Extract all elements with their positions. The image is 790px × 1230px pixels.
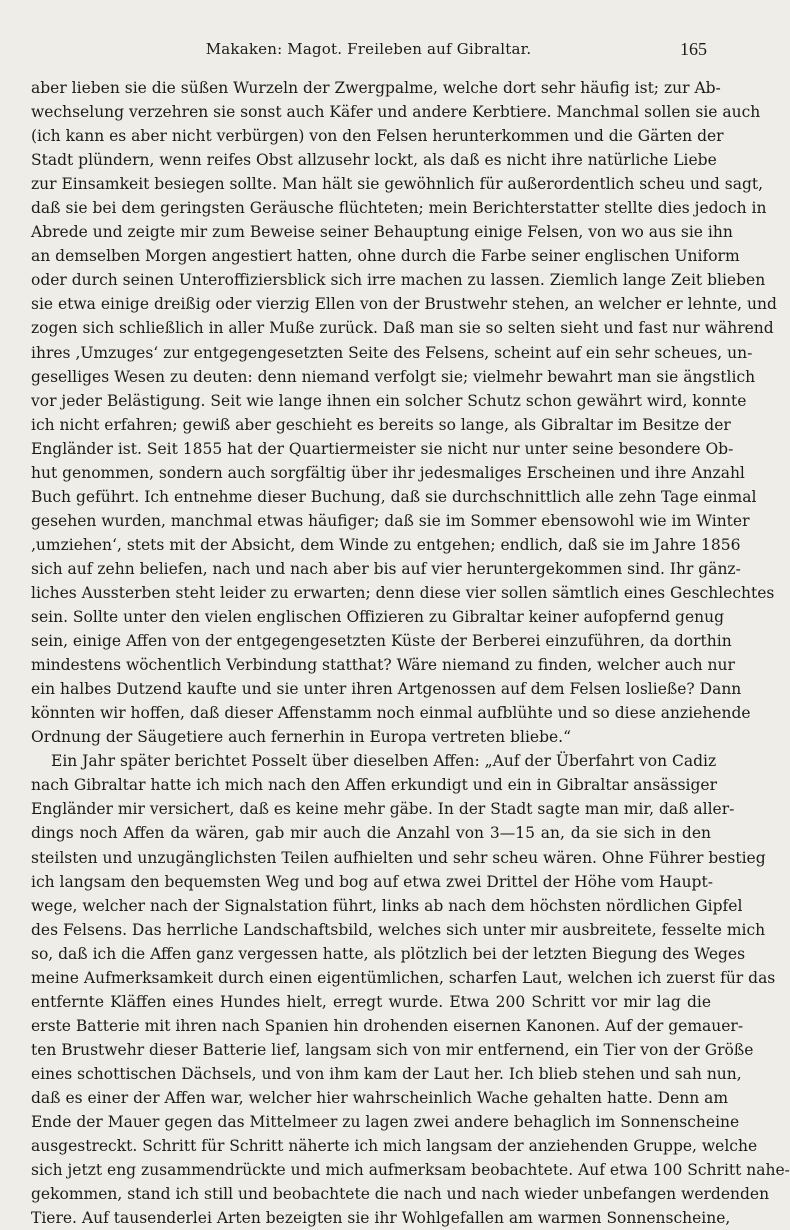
text-line: könnten wir hoffen, daß dieser Affenstamm noch einmal aufblühte und so diese anziehende [31, 704, 751, 723]
text-line: Buch geführt. Ich entnehme dieser Buchung, daß sie durchschnittlich alle zehn Tage einmal [31, 487, 757, 506]
text-line: wege, welcher nach der Signalstation führt, links ab nach dem höchsten nördlichen Gipfel [31, 896, 743, 915]
text-line: Engländer ist. Seit 1855 hat der Quartiermeister sie nicht nur unter seine besondere Ob- [31, 439, 734, 458]
text-line: meine Aufmerksamkeit durch einen eigentümlichen, scharfen Laut, welchen ich zuerst für das [31, 968, 776, 987]
text-line: so, daß ich die Affen ganz vergessen hatte, als plötzlich bei der letzten Biegung des Weges [31, 944, 746, 963]
text-line: (ich kann es aber nicht verbürgen) von den Felsen herunterkommen und die Gärten der [31, 127, 724, 146]
text-line: Tiere. Auf tausenderlei Arten bezeigten sie ihr Wohlgefallen am warmen Sonnenscheine, [31, 1209, 731, 1228]
text-line: steilsten und unzugänglichsten Teilen aufhielten und sehr scheu wären. Ohne Führer bestieg [31, 848, 766, 867]
page-number: 165 [680, 39, 707, 59]
text-line: Ende der Mauer gegen das Mittelmeer zu lagen zwei andere behaglich im Sonnenscheine [31, 1113, 740, 1132]
text-line: ich nicht erfahren; gewiß aber geschieht es bereits so lange, als Gibraltar im Besitze der [31, 415, 731, 434]
text-line: mindestens wöchentlich Verbindung statthat? Wäre niemand zu finden, welcher auch nur [31, 656, 735, 675]
text-line: dings noch Affen da wären, gab mir auch die Anzahl von 3—15 an, da sie sich in den [31, 824, 711, 843]
text-line: wechselung verzehren sie sonst auch Käfer und andere Kerbtiere. Manchmal sollen sie auch [31, 103, 761, 122]
text-line: erste Batterie mit ihren nach Spanien hin drohenden eisernen Kanonen. Auf der gemauer- [31, 1016, 744, 1035]
text-line: daß es einer der Affen war, welcher hier wahrscheinlich Wache gehalten hatte. Denn am [31, 1088, 729, 1107]
page-header [30, 40, 707, 70]
text-line: Stadt plündern, wenn reifes Obst allzusehr lockt, als daß es nicht ihre natürliche Liebe [31, 151, 717, 170]
running-title: Makaken: Magot. Freileben auf Gibraltar. [205, 40, 532, 58]
text-line: an demselben Morgen angestiert hatten, ohne durch die Farbe seiner englischen Uniform [31, 247, 740, 266]
text-line: ihres ‚Umzuges‘ zur entgegengesetzten Seite des Felsens, scheint auf ein sehr scheues, un- [31, 343, 753, 362]
text-line: vor jeder Belästigung. Seit wie lange ihnen ein solcher Schutz schon gewährt wird, konnte [31, 391, 747, 410]
text-line: nach Gibraltar hatte ich mich nach den Affen erkundigt und ein in Gibraltar ansässiger [31, 776, 717, 795]
text-line: geselliges Wesen zu deuten: denn niemand verfolgt sie; vielmehr bewahrt man sie ängstlich [31, 367, 756, 386]
text-line: eines schottischen Dächsels, und von ihm kam der Laut her. Ich blieb stehen und sah nun, [31, 1064, 742, 1083]
text-line: zur Einsamkeit besiegen sollte. Man hält sie gewöhnlich für außerordentlich scheu und sagt, [31, 175, 764, 194]
body-text [31, 76, 790, 1230]
text-line: zogen sich schließlich in aller Muße zurück. Daß man sie so selten sieht und fast nur während [31, 319, 774, 338]
text-line: ‚umziehen‘, stets mit der Absicht, dem Winde zu entgehen; endlich, daß sie im Jahre 1856 [31, 535, 741, 554]
text-line: hut genommen, sondern auch sorgfältig über ihr jedesmaliges Erscheinen und ihre Anzahl [31, 463, 745, 482]
text-line: ich langsam den bequemsten Weg und bog auf etwa zwei Drittel der Höhe vom Haupt- [31, 872, 713, 891]
text-line: des Felsens. Das herrliche Landschaftsbild, welches sich unter mir ausbreitete, fesselte mich [31, 920, 766, 939]
text-line: sein, einige Affen von der entgegengesetzten Küste der Berberei einzuführen, da dorthin [31, 632, 732, 651]
text-line: gekommen, stand ich still und beobachtete die nach und nach wieder unbefangen werdenden [31, 1185, 770, 1204]
text-line: sein. Sollte unter den vielen englischen Offizieren zu Gibraltar keiner aufopfernd genug [31, 608, 725, 627]
text-line: ein halbes Dutzend kaufte und sie unter ihren Artgenossen auf dem Felsen losließe? Dann [31, 680, 742, 699]
text-line: Ordnung der Säugetiere auch fernerhin in Europa vertreten bliebe.“ [31, 728, 572, 747]
text-line: gesehen wurden, manchmal etwas häufiger; daß sie im Sommer ebensowohl wie im Winter [31, 511, 750, 530]
text-line: ten Brustwehr dieser Batterie lief, langsam sich von mir entfernend, ein Tier von der Größe [31, 1040, 754, 1059]
text-line: oder durch seinen Unteroffiziersblick sich irre machen zu lassen. Ziemlich lange Zeit blieben [31, 271, 766, 290]
text-line: Abrede und zeigte mir zum Beweise seiner Behauptung einige Felsen, von wo aus sie ihn [31, 223, 733, 242]
text-line: sie etwa einige dreißig oder vierzig Ellen von der Brustwehr stehen, an welcher er lehnte, und [31, 295, 777, 314]
text-line: aber lieben sie die süßen Wurzeln der Zwergpalme, welche dort sehr häufig ist; zur Ab- [31, 79, 721, 97]
text-line: daß sie bei dem geringsten Geräusche flüchteten; mein Berichterstatter stellte dies jedoch in [31, 199, 767, 218]
text-line: sich jetzt eng zusammendrückte und mich aufmerksam beobachtete. Auf etwa 100 Schritt nahe- [31, 1161, 790, 1180]
text-line: Engländer mir versichert, daß es keine mehr gäbe. In der Stadt sagte man mir, daß aller- [31, 800, 735, 819]
text-line: ausgestreckt. Schritt für Schritt näherte ich mich langsam der anziehenden Gruppe, welche [31, 1137, 758, 1156]
text-line: sich auf zehn beliefen, nach und nach aber bis auf vier heruntergekommen sind. Ihr gänz- [31, 559, 741, 578]
text-line: Ein Jahr später berichtet Posselt über dieselben Affen: „Auf der Überfahrt von Cadiz [51, 752, 717, 771]
text-line: entfernte Kläffen eines Hundes hielt, erregt wurde. Etwa 200 Schritt vor mir lag die [31, 992, 711, 1011]
text-line: liches Aussterben steht leider zu erwarten; denn diese vier sollen sämtlich eines Geschlechtes [31, 583, 775, 602]
